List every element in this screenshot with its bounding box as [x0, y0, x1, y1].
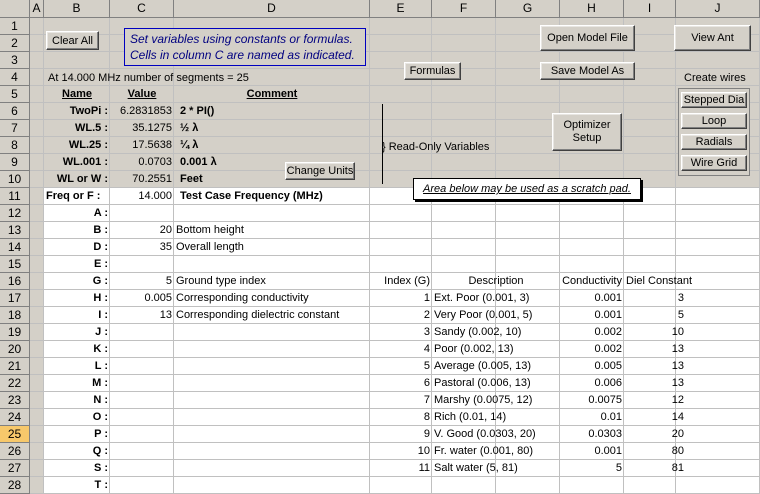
var-value-cell[interactable]: 35.1275	[132, 122, 172, 134]
column-header-h[interactable]: H	[560, 0, 624, 18]
ground-description-cell[interactable]: Pastoral (0.006, 13)	[434, 377, 531, 389]
ground-conductivity-cell[interactable]: 0.002	[594, 326, 622, 338]
ground-conductivity-cell[interactable]: 5	[615, 462, 622, 474]
ground-conductivity-cell[interactable]: 0.006	[594, 377, 622, 389]
var-name-cell[interactable]: WL.001 :	[62, 156, 108, 168]
var-value-cell[interactable]	[110, 392, 174, 409]
var-comment-cell[interactable]	[174, 443, 370, 460]
ground-diel-cell[interactable]: 20	[671, 428, 684, 440]
var-comment-cell[interactable]	[174, 358, 370, 375]
open-model-file-button[interactable]: Open Model File	[540, 25, 635, 51]
var-value-cell[interactable]	[110, 324, 174, 341]
clear-all-button[interactable]: Clear All	[46, 31, 99, 50]
var-value-cell[interactable]: 20	[159, 224, 172, 236]
row-header-28[interactable]: 28	[0, 477, 30, 494]
var-value-cell[interactable]: 0.005	[144, 292, 172, 304]
var-comment-cell[interactable]	[174, 426, 370, 443]
var-name-cell[interactable]: TwoPi :	[69, 105, 108, 117]
radials-button[interactable]: Radials	[681, 134, 747, 150]
row-header-26[interactable]: 26	[0, 443, 30, 460]
column-header-d[interactable]: D	[174, 0, 370, 18]
var-value-cell[interactable]: 17.5638	[132, 139, 172, 151]
var-value-cell[interactable]	[110, 477, 174, 494]
var-comment-cell[interactable]: ½ λ	[180, 122, 199, 134]
row-header-25[interactable]: 25	[0, 426, 30, 443]
ground-index-cell[interactable]: 5	[423, 360, 430, 372]
row-header-4[interactable]: 4	[0, 69, 30, 86]
row-header-2[interactable]: 2	[0, 35, 30, 52]
var-name-cell[interactable]: K :	[93, 343, 108, 355]
var-value-cell[interactable]	[110, 409, 174, 426]
ground-index-cell[interactable]: 7	[423, 394, 430, 406]
var-comment-cell[interactable]: Bottom height	[176, 224, 244, 236]
row-header-18[interactable]: 18	[0, 307, 30, 324]
freq-comment-cell[interactable]: Test Case Frequency (MHz)	[180, 190, 323, 202]
var-name-cell[interactable]: WL.5 :	[75, 122, 108, 134]
var-comment-cell[interactable]	[174, 205, 370, 222]
row-header-21[interactable]: 21	[0, 358, 30, 375]
var-name-cell[interactable]: O :	[92, 411, 108, 423]
ground-index-header[interactable]: Index (G)	[384, 275, 430, 287]
var-value-cell[interactable]	[110, 256, 174, 273]
var-comment-cell[interactable]: Ground type index	[176, 275, 266, 287]
var-comment-cell[interactable]	[174, 375, 370, 392]
name-header: Name	[62, 88, 92, 100]
var-comment-cell[interactable]: Corresponding conductivity	[176, 292, 309, 304]
var-comment-cell[interactable]: Overall length	[176, 241, 244, 253]
row-header-22[interactable]: 22	[0, 375, 30, 392]
row-header-17[interactable]: 17	[0, 290, 30, 307]
readonly-brace	[382, 104, 385, 184]
row-header-3[interactable]: 3	[0, 52, 30, 69]
ground-description-cell[interactable]: Rich (0.01, 14)	[434, 411, 507, 423]
var-value-cell[interactable]	[110, 375, 174, 392]
ground-conductivity-cell[interactable]: 0.005	[594, 360, 622, 372]
stepped-dia-button[interactable]: Stepped Dia	[681, 92, 747, 108]
var-name-cell[interactable]: J :	[95, 326, 108, 338]
row-header-11[interactable]: 11	[0, 188, 30, 205]
ground-index-cell[interactable]: 9	[423, 428, 430, 440]
row-header-1[interactable]: 1	[0, 18, 30, 35]
var-name-cell[interactable]: M :	[92, 377, 108, 389]
column-header-a[interactable]: A	[30, 0, 44, 18]
formulas-button[interactable]: Formulas	[404, 62, 461, 80]
ground-diel-cell[interactable]: 80	[671, 445, 684, 457]
row-header-10[interactable]: 10	[0, 171, 30, 188]
var-name-cell[interactable]: B :	[93, 224, 108, 236]
column-header-b[interactable]: B	[44, 0, 110, 18]
var-comment-cell[interactable]: Corresponding dielectric constant	[176, 309, 340, 321]
row-header-7[interactable]: 7	[0, 120, 30, 137]
ground-diel-cell[interactable]: 5	[677, 309, 684, 321]
ground-conductivity-cell[interactable]: 0.0303	[588, 428, 622, 440]
var-value-cell[interactable]: 6.2831853	[120, 105, 172, 117]
var-value-cell[interactable]: 70.2551	[132, 173, 172, 185]
row-header-5[interactable]: 5	[0, 86, 30, 103]
ground-index-cell[interactable]: 11	[418, 462, 430, 474]
ground-description-cell[interactable]: Poor (0.002, 13)	[434, 343, 514, 355]
row-header-16[interactable]: 16	[0, 273, 30, 290]
var-value-cell[interactable]	[110, 426, 174, 443]
var-comment-cell[interactable]	[174, 460, 370, 477]
var-comment-cell[interactable]	[174, 477, 370, 494]
column-header-c[interactable]: C	[110, 0, 174, 18]
column-header-i[interactable]: I	[624, 0, 676, 18]
ground-description-cell[interactable]: Marshy (0.0075, 12)	[434, 394, 533, 406]
instructions-note: Set variables using constants or formulas. Cells in column C are named as indicated.	[124, 28, 366, 66]
var-name-cell[interactable]: E :	[93, 258, 108, 270]
var-comment-cell[interactable]	[174, 324, 370, 341]
ground-diel-cell[interactable]: 3	[677, 292, 684, 304]
var-comment-cell[interactable]	[174, 409, 370, 426]
ground-diel-cell[interactable]: 14	[671, 411, 684, 423]
ground-description-cell[interactable]: V. Good (0.0303, 20)	[434, 428, 536, 440]
scratch-pad-note: Area below may be used as a scratch pad.	[413, 178, 641, 200]
select-all-corner[interactable]	[0, 0, 30, 18]
freq-value-cell[interactable]: 14.000	[138, 190, 172, 202]
ground-index-cell[interactable]: 10	[417, 445, 430, 457]
create-wires-label: Create wires	[684, 72, 746, 84]
var-name-cell[interactable]: D :	[93, 241, 108, 253]
ground-description-cell[interactable]: Fr. water (0.001, 80)	[434, 445, 534, 457]
ground-conductivity-cell[interactable]: 0.0075	[588, 394, 622, 406]
var-name-cell[interactable]: G :	[92, 275, 108, 287]
column-header-g[interactable]: G	[496, 0, 560, 18]
row-header-13[interactable]: 13	[0, 222, 30, 239]
var-comment-cell[interactable]	[174, 341, 370, 358]
row-header-6[interactable]: 6	[0, 103, 30, 120]
ground-index-cell[interactable]: 3	[423, 326, 430, 338]
comment-header: Comment	[246, 88, 298, 100]
ground-conductivity-cell[interactable]: 0.001	[594, 309, 622, 321]
ground-diel-header[interactable]: Diel Constant	[626, 275, 693, 287]
ground-index-cell[interactable]: 6	[423, 377, 430, 389]
var-value-cell[interactable]: 13	[159, 309, 172, 321]
ground-description-header[interactable]: Description	[468, 275, 524, 287]
row-header-23[interactable]: 23	[0, 392, 30, 409]
row-header-19[interactable]: 19	[0, 324, 30, 341]
optimizer-setup-button[interactable]: Optimizer Setup	[552, 113, 622, 151]
var-value-cell[interactable]	[110, 443, 174, 460]
var-name-cell[interactable]: H :	[93, 292, 108, 304]
ground-index-cell[interactable]: 4	[423, 343, 430, 355]
ground-diel-cell[interactable]: 13	[671, 377, 684, 389]
var-value-cell[interactable]	[110, 341, 174, 358]
ground-conductivity-cell[interactable]: 0.001	[594, 292, 622, 304]
row-header-20[interactable]: 20	[0, 341, 30, 358]
row-header-8[interactable]: 8	[0, 137, 30, 154]
ground-diel-cell[interactable]: 13	[671, 360, 684, 372]
wire-grid-button[interactable]: Wire Grid	[681, 155, 747, 171]
ground-description-cell[interactable]: Ext. Poor (0.001, 3)	[434, 292, 530, 304]
ground-description-cell[interactable]: Very Poor (0.001, 5)	[434, 309, 533, 321]
var-name-cell[interactable]: A :	[93, 207, 108, 219]
column-header-e[interactable]: E	[370, 0, 432, 18]
row-header-14[interactable]: 14	[0, 239, 30, 256]
column-header-f[interactable]: F	[432, 0, 496, 18]
ground-diel-cell[interactable]: 12	[671, 394, 684, 406]
ground-conductivity-cell[interactable]: 0.001	[594, 445, 622, 457]
ground-diel-cell[interactable]: 81	[671, 462, 684, 474]
ground-description-cell[interactable]: Sandy (0.002, 10)	[434, 326, 522, 338]
var-value-cell[interactable]: 5	[165, 275, 172, 287]
var-comment-cell[interactable]: Feet	[180, 173, 203, 185]
ground-description-cell[interactable]: Salt water (5, 81)	[434, 462, 518, 474]
ground-diel-cell[interactable]: 10	[671, 326, 684, 338]
value-header: Value	[127, 88, 157, 100]
ground-conductivity-header[interactable]: Conductivity	[562, 275, 622, 287]
var-name-cell[interactable]: T :	[94, 479, 108, 491]
row-header-9[interactable]: 9	[0, 154, 30, 171]
column-header-j[interactable]: J	[676, 0, 760, 18]
var-comment-cell[interactable]: ¼ λ	[180, 139, 199, 151]
ground-description-cell[interactable]: Average (0.005, 13)	[434, 360, 532, 372]
var-name-cell[interactable]: N :	[93, 394, 108, 406]
row-header-27[interactable]: 27	[0, 460, 30, 477]
var-name-cell[interactable]: L :	[94, 360, 108, 372]
var-comment-cell[interactable]: 0.001 λ	[180, 156, 217, 168]
ground-conductivity-cell[interactable]: 0.002	[594, 343, 622, 355]
segments-info: At 14.000 MHz number of segments = 25	[48, 72, 249, 84]
save-model-as-button[interactable]: Save Model As	[540, 62, 635, 80]
row-header-24[interactable]: 24	[0, 409, 30, 426]
loop-button[interactable]: Loop	[681, 113, 747, 129]
var-name-cell[interactable]: WL.25 :	[68, 139, 108, 151]
row-header-12[interactable]: 12	[0, 205, 30, 222]
var-value-cell[interactable]	[110, 358, 174, 375]
var-value-cell[interactable]: 35	[159, 241, 172, 253]
ground-index-cell[interactable]: 2	[423, 309, 430, 321]
var-name-cell[interactable]: S :	[93, 462, 108, 474]
ground-index-cell[interactable]: 1	[423, 292, 430, 304]
var-name-cell[interactable]: Q :	[92, 445, 108, 457]
var-name-cell[interactable]: I :	[98, 309, 108, 321]
view-ant-button[interactable]: View Ant	[674, 25, 751, 51]
var-comment-cell[interactable]	[174, 392, 370, 409]
var-comment-cell[interactable]	[174, 256, 370, 273]
ground-conductivity-cell[interactable]: 0.01	[600, 411, 622, 423]
var-name-cell[interactable]: WL or W :	[56, 173, 108, 185]
readonly-label: } Read-Only Variables	[382, 141, 490, 153]
ground-diel-cell[interactable]: 13	[671, 343, 684, 355]
var-value-cell[interactable]: 0.0703	[138, 156, 172, 168]
change-units-button[interactable]: Change Units	[285, 162, 355, 180]
var-value-cell[interactable]	[110, 460, 174, 477]
var-value-cell[interactable]	[110, 205, 174, 222]
row-header-15[interactable]: 15	[0, 256, 30, 273]
ground-index-cell[interactable]: 8	[423, 411, 430, 423]
var-comment-cell[interactable]: 2 * PI()	[180, 105, 215, 117]
var-name-cell[interactable]: P :	[94, 428, 108, 440]
freq-name-cell[interactable]: Freq or F :	[46, 190, 101, 202]
